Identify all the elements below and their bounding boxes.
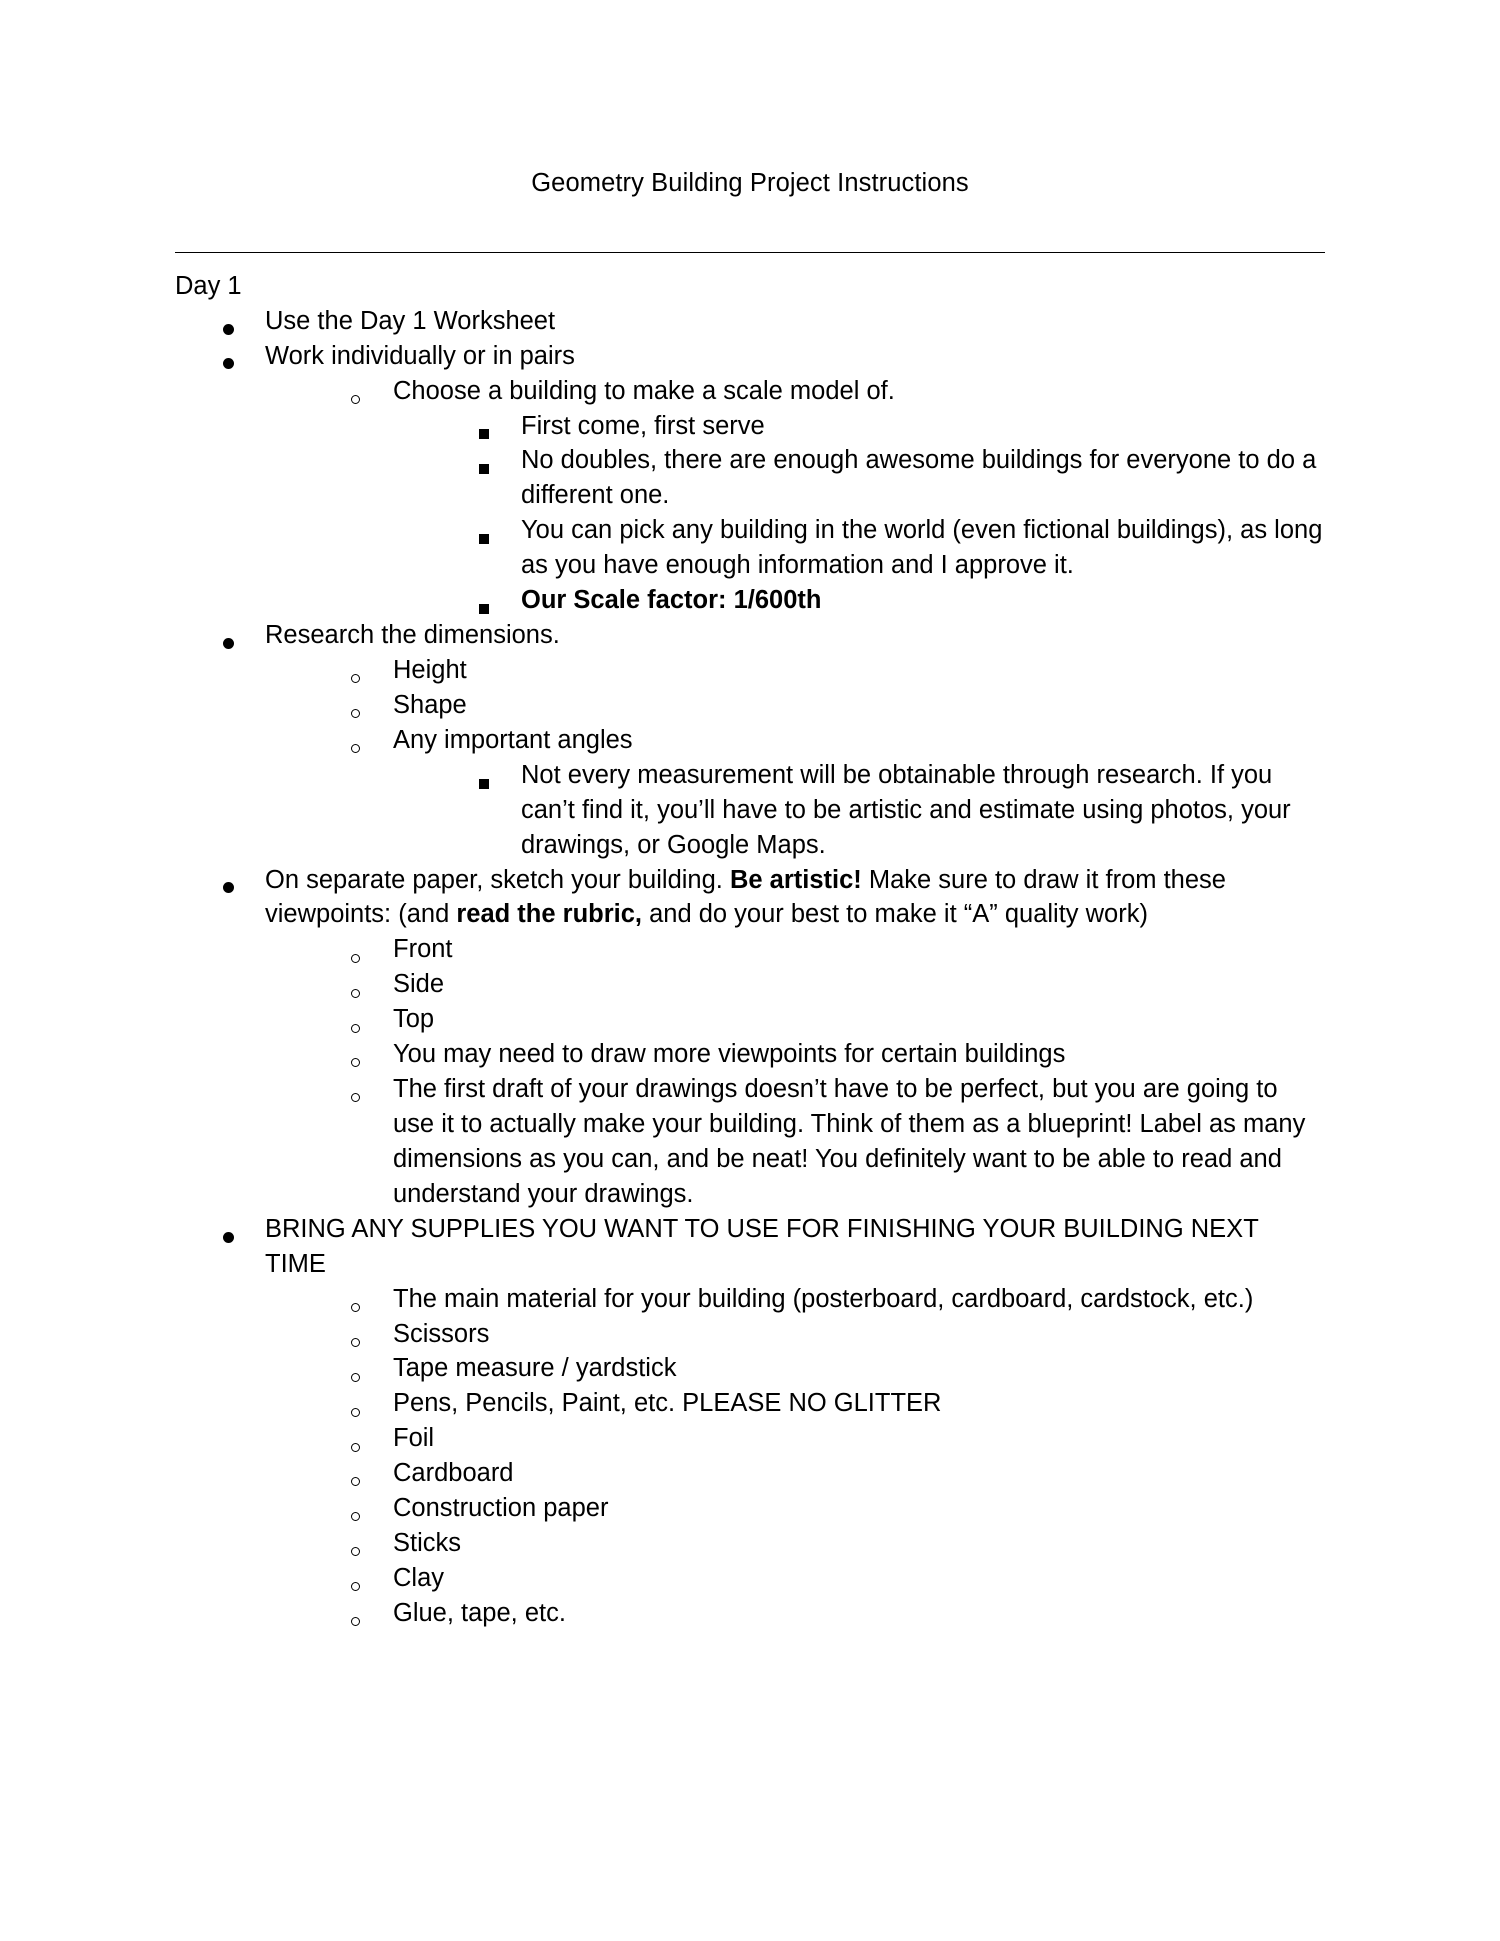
circle-bullet-icon-glyph [351,744,360,753]
list-item-label: Glue, tape, etc. [393,1598,566,1627]
list-item [351,1561,1325,1596]
list-item [479,758,1325,863]
list-item [479,513,1325,583]
square-bullet-icon-glyph [479,604,489,614]
list-item [351,688,1325,723]
list-item-label: Scissors [393,1319,490,1348]
disc-bullet-icon [223,339,251,374]
list-item [351,1491,1325,1526]
circle-bullet-icon [351,1526,379,1561]
list-item-label: Research the dimensions. [265,621,560,650]
list-item [351,1072,1325,1212]
list-item [351,1596,1325,1631]
body-text: and do your best to make it “A” quality work) [642,900,1148,929]
list-item [223,863,1325,1212]
circle-bullet-icon [351,1282,379,1317]
list-item-label: Side [393,970,445,999]
circle-bullet-icon [351,1561,379,1596]
list-item-label: Choose a building to make a scale model of. [393,376,895,405]
disc-bullet-icon [223,304,251,339]
square-bullet-icon [479,443,507,478]
circle-bullet-icon-glyph [351,1512,360,1521]
list-item-label: Pens, Pencils, Paint, etc. PLEASE NO GLITTER [393,1389,942,1418]
list-item [223,339,1325,618]
circle-bullet-icon [351,723,379,758]
square-bullet-icon [479,513,507,548]
list-item-label: Any important angles [393,725,633,754]
circle-bullet-icon-glyph [351,1408,360,1417]
body-text: Make sure to draw it from these viewpoints: (and [265,865,1226,929]
circle-bullet-icon [351,688,379,723]
square-bullet-icon-glyph [479,464,489,474]
section-heading-day-1: Day 1 [175,271,242,300]
list-item-label: The main material for your building (posterboard, cardboard, cardstock, etc.) [393,1284,1254,1313]
list-item [351,1456,1325,1491]
disc-bullet-icon-glyph [223,358,234,369]
circle-bullet-icon-glyph [351,1547,360,1556]
circle-bullet-icon-glyph [351,1024,360,1033]
list-item-label: The first draft of your drawings doesn’t have to be perfect, but you are going to use it to actually make your building. Think of them as a blueprint! Label as many dimensions as you can, and be neat! You definitely want to be able to read and understand your drawings. [393,1075,1306,1208]
list-item [223,304,1325,339]
circle-bullet-icon [351,374,379,409]
list-item-label: No doubles, there are enough awesome buildings for everyone to do a different one. [521,446,1317,510]
circle-bullet-icon [351,653,379,688]
emphasis-text: read the rubric, [456,900,642,929]
list-item [351,374,1325,618]
list-item [351,1282,1325,1317]
disc-bullet-icon-glyph [223,1232,234,1243]
circle-bullet-icon-glyph [351,1093,360,1102]
list-item [351,932,1325,967]
page-title: Geometry Building Project Instructions [531,169,969,197]
circle-bullet-icon [351,1072,379,1107]
circle-bullet-icon-glyph [351,989,360,998]
list-item-label [265,863,1325,933]
outline-level-1 [175,304,1325,1631]
list-item-label: Clay [393,1563,445,1592]
list-item [479,409,1325,444]
circle-bullet-icon-glyph [351,1373,360,1382]
outline-level-3 [393,758,1325,863]
circle-bullet-icon [351,1491,379,1526]
list-item-label: Not every measurement will be obtainable through research. If you can’t find it, you’ll have to be artistic and estimate using photos, your drawings, or Google Maps. [521,760,1291,859]
disc-bullet-icon [223,863,251,898]
square-bullet-icon [479,758,507,793]
square-bullet-icon [479,583,507,618]
circle-bullet-icon-glyph [351,1443,360,1452]
list-item [351,1002,1325,1037]
list-item-label: Height [393,656,467,685]
outline-level-2 [265,653,1325,863]
circle-bullet-icon [351,1386,379,1421]
circle-bullet-icon-glyph [351,1058,360,1067]
list-item-label: Construction paper [393,1494,609,1523]
list-item [351,1317,1325,1352]
circle-bullet-icon [351,1351,379,1386]
circle-bullet-icon-glyph [351,1477,360,1486]
disc-bullet-icon-glyph [223,638,234,649]
circle-bullet-icon-glyph [351,1303,360,1312]
list-item [479,443,1325,513]
document-body [0,269,1500,1631]
list-item-label: Use the Day 1 Worksheet [265,306,556,335]
outline-level-2 [265,374,1325,618]
circle-bullet-icon [351,1317,379,1352]
disc-bullet-icon [223,618,251,653]
emphasis-text: Be artistic! [729,865,862,894]
list-item-label: Work individually or in pairs [265,341,575,370]
list-item [351,967,1325,1002]
list-item [223,618,1325,862]
circle-bullet-icon-glyph [351,1582,360,1591]
circle-bullet-icon [351,1596,379,1631]
circle-bullet-icon [351,1002,379,1037]
list-item [351,1037,1325,1072]
square-bullet-icon [479,409,507,444]
list-item [351,1526,1325,1561]
list-item [223,1212,1325,1631]
header-divider [175,252,1325,253]
circle-bullet-icon [351,1456,379,1491]
list-item [351,1386,1325,1421]
list-item-label: You may need to draw more viewpoints for certain buildings [393,1040,1066,1069]
circle-bullet-icon-glyph [351,954,360,963]
list-item-label: Top [393,1005,435,1034]
circle-bullet-icon-glyph [351,1338,360,1347]
disc-bullet-icon-glyph [223,882,234,893]
circle-bullet-icon-glyph [351,1617,360,1626]
circle-bullet-icon-glyph [351,395,360,404]
list-item [351,723,1325,863]
square-bullet-icon-glyph [479,779,489,789]
list-item [351,653,1325,688]
body-text: On separate paper, sketch your building. [265,865,730,894]
outline-level-2 [265,1282,1325,1631]
circle-bullet-icon [351,1421,379,1456]
list-item-label: Shape [393,690,467,719]
outline-level-3 [393,409,1325,619]
list-item-label: Cardboard [393,1459,514,1488]
square-bullet-icon-glyph [479,429,489,439]
circle-bullet-icon-glyph [351,674,360,683]
list-item-label: First come, first serve [521,411,765,440]
list-item-label: BRING ANY SUPPLIES YOU WANT TO USE FOR FINISHING YOUR BUILDING NEXT TIME [265,1214,1259,1278]
instructions-outline [175,304,1325,1631]
list-item-label: You can pick any building in the world (even fictional buildings), as long as you have enough information and I approve it. [521,516,1323,580]
list-item [479,583,1325,618]
square-bullet-icon-glyph [479,534,489,544]
list-item-label: Sticks [393,1529,462,1558]
circle-bullet-icon [351,932,379,967]
list-item-label: Foil [393,1424,435,1453]
list-item-label: Our Scale factor: 1/600th [521,586,822,615]
list-item [351,1351,1325,1386]
circle-bullet-icon [351,1037,379,1072]
list-item-label: Front [393,935,453,964]
disc-bullet-icon-glyph [223,324,234,335]
circle-bullet-icon-glyph [351,709,360,718]
disc-bullet-icon [223,1212,251,1247]
list-item [351,1421,1325,1456]
circle-bullet-icon [351,967,379,1002]
outline-level-2 [265,932,1325,1211]
list-item-label: Tape measure / yardstick [393,1354,677,1383]
